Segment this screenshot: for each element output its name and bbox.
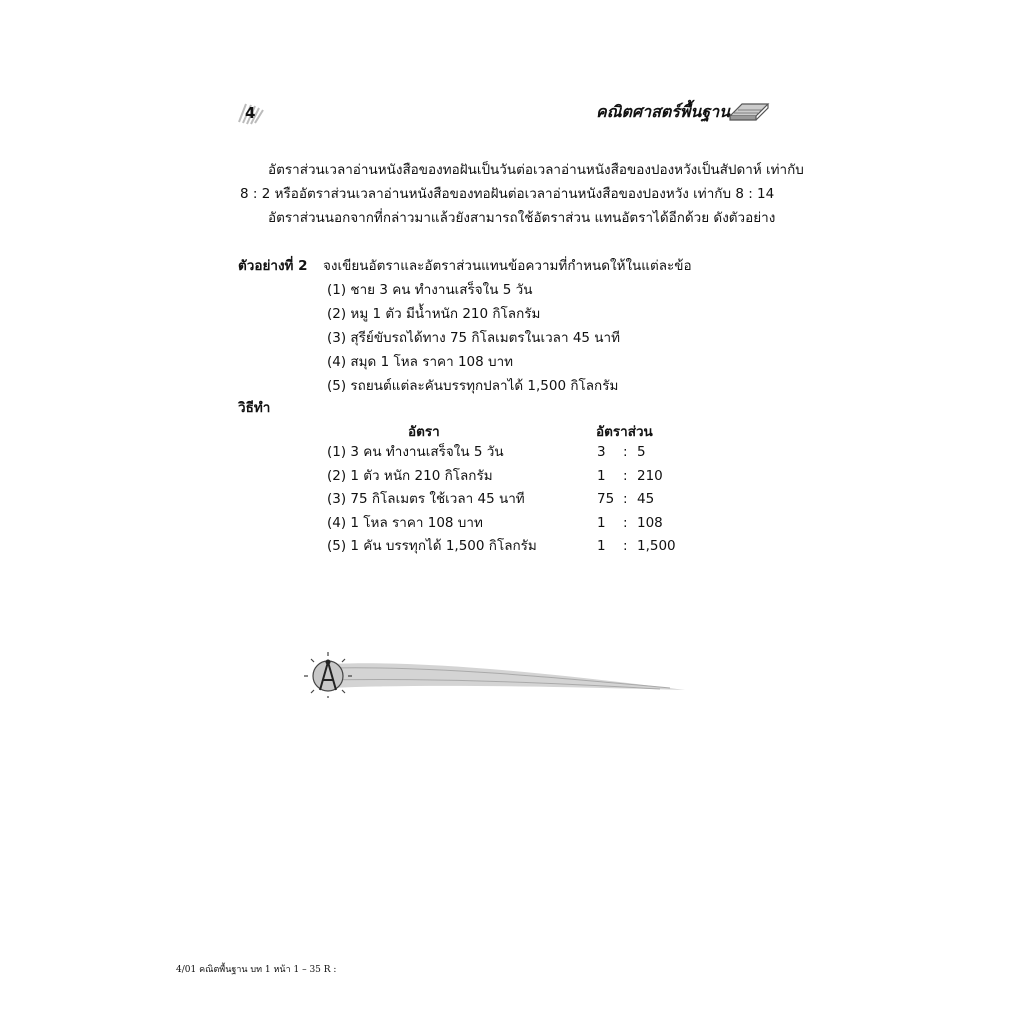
table-row <box>327 441 747 465</box>
ratio-colon: : <box>623 491 628 507</box>
ratio-consequent: 1,500 <box>637 538 676 554</box>
table-row <box>327 465 747 489</box>
ratio-consequent: 5 <box>637 444 646 460</box>
paragraph-line-3: อัตราส่วนนอกจากที่กล่าวมาแล้วยังสามารถใช้อัตราส่วน แทนอัตราได้อีกด้วย ดังตัวอย่าง <box>268 210 776 226</box>
solution-table <box>327 441 747 559</box>
example-label: ตัวอย่างที่ 2 <box>238 258 308 274</box>
example-items <box>327 278 620 398</box>
paragraph-line-2: 8 : 2 หรืออัตราส่วนเวลาอ่านหนังสือของทอฝันต่อเวลาอ่านหนังสือของปองหวัง เท่ากับ 8 : 14 <box>240 186 775 202</box>
example-instruction: จงเขียนอัตราและอัตราส่วนแทนข้อความที่กำหนดให้ในแต่ละข้อ <box>323 258 692 274</box>
ratio-consequent: 45 <box>637 491 655 507</box>
compass-swoosh-decoration <box>300 650 685 698</box>
ratio-antecedent: 1 <box>597 467 606 484</box>
list-item: (2) หมู 1 ตัว มีน้ำหนัก 210 กิโลกรัม <box>327 306 541 322</box>
ratio-antecedent: 1 <box>597 514 606 531</box>
rate-cell: (5) 1 คัน บรรทุกได้ 1,500 กิโลกรัม <box>327 538 537 554</box>
list-item: (5) รถยนต์แต่ละคันบรรทุกปลาได้ 1,500 กิโลกรัม <box>327 378 619 394</box>
ratio-colon: : <box>623 444 628 460</box>
ratio-antecedent: 3 <box>597 444 606 460</box>
ratio-antecedent: 75 <box>597 491 615 507</box>
ratio-colon: : <box>623 514 628 531</box>
book-title: คณิตศาสตร์พื้นฐาน <box>596 102 731 121</box>
ratio-colon: : <box>623 538 628 554</box>
list-item: (1) ชาย 3 คน ทำงานเสร็จใน 5 วัน <box>327 282 533 298</box>
book-stack-icon <box>728 98 773 124</box>
ratio-consequent: 210 <box>637 467 663 484</box>
ratio-column-header: อัตราส่วน <box>596 424 653 440</box>
list-item: (4) สมุด 1 โหล ราคา 108 บาท <box>327 354 514 370</box>
rate-cell: (4) 1 โหล ราคา 108 บาท <box>327 514 483 531</box>
table-row <box>327 512 747 536</box>
table-row <box>327 488 747 512</box>
rate-cell: (2) 1 ตัว หนัก 210 กิโลกรัม <box>327 467 493 484</box>
page-number: 4 <box>245 104 256 122</box>
list-item: (3) สุรีย์ขับรถได้ทาง 75 กิโลเมตรในเวลา 45 นาที <box>327 330 620 346</box>
rate-column-header: อัตรา <box>408 424 440 440</box>
rate-cell: (3) 75 กิโลเมตร ใช้เวลา 45 นาที <box>327 491 525 507</box>
table-row <box>327 535 747 559</box>
ratio-consequent: 108 <box>637 514 663 531</box>
footer-print-info: 4/01 คณิตพื้นฐาน บท 1 หน้า 1 – 35 R : <box>176 965 337 975</box>
solution-label: วิธีทำ <box>238 400 271 416</box>
ratio-antecedent: 1 <box>597 538 606 554</box>
paragraph-line-1: อัตราส่วนเวลาอ่านหนังสือของทอฝันเป็นวันต่อเวลาอ่านหนังสือของปองหวังเป็นสัปดาห์ เท่ากับ <box>268 162 804 178</box>
ratio-colon: : <box>623 467 628 484</box>
rate-cell: (1) 3 คน ทำงานเสร็จใน 5 วัน <box>327 444 504 460</box>
